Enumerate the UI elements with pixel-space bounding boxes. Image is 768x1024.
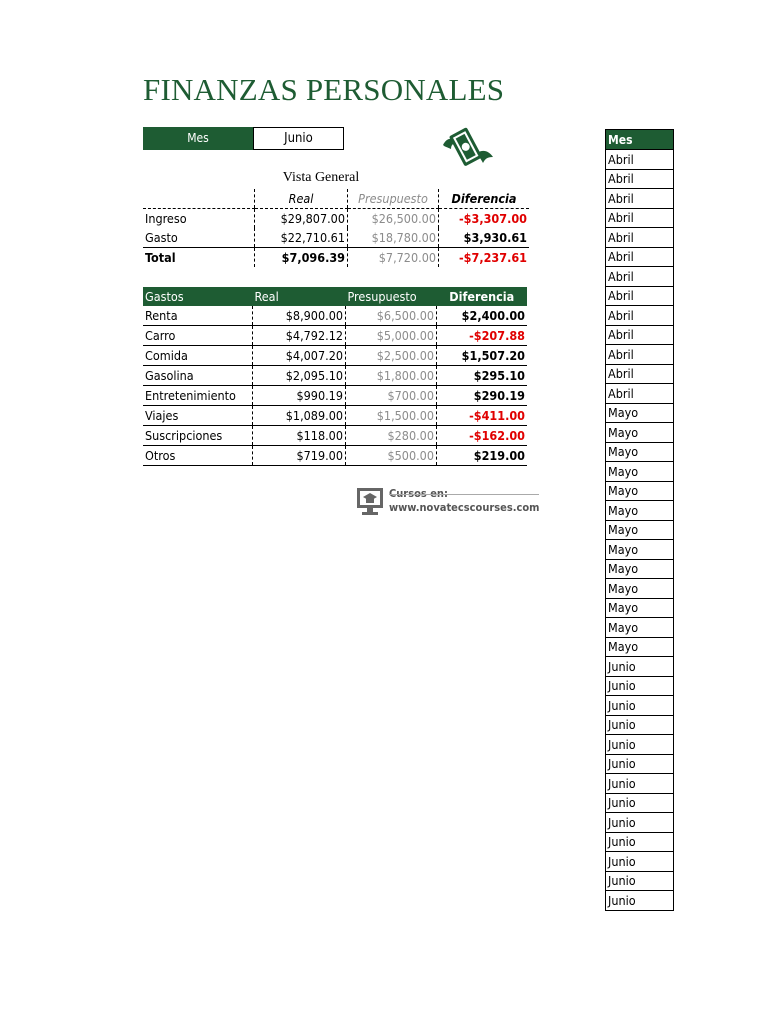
month-list-item: Mayo: [606, 559, 674, 579]
month-list-item: Junio: [606, 871, 674, 891]
month-list-item: Mayo: [606, 442, 674, 462]
month-list-item: Junio: [606, 735, 674, 755]
overview-header-budget: Presupuesto: [348, 189, 439, 209]
overview-diff: $3,930.61: [439, 228, 530, 248]
month-list-item: Mayo: [606, 520, 674, 540]
month-list-item: Abril: [606, 208, 674, 228]
overview-budget: $18,780.00: [348, 228, 439, 248]
month-list-item: Mayo: [606, 501, 674, 521]
month-list-item: Junio: [606, 715, 674, 735]
month-list-item: Abril: [606, 345, 674, 365]
month-list-item: Mayo: [606, 481, 674, 501]
logo-text: [389, 487, 540, 515]
month-list-item: Abril: [606, 306, 674, 326]
expense-row: [143, 386, 527, 406]
month-list-item: Abril: [606, 267, 674, 287]
month-list-item: Abril: [606, 384, 674, 404]
expense-diff: $1,507.20: [437, 346, 528, 366]
month-list-header: Mes: [606, 130, 674, 150]
month-list-item: Mayo: [606, 579, 674, 599]
expenses-header-diff: Diferencia: [437, 287, 528, 306]
expense-category: Gasolina: [143, 366, 253, 386]
expense-diff: $295.10: [437, 366, 528, 386]
expenses-header-budget: Presupuesto: [346, 287, 437, 306]
expense-row: [143, 326, 527, 346]
expense-row: [143, 446, 527, 466]
month-list-item: Abril: [606, 364, 674, 384]
overview-header-blank: [143, 189, 255, 209]
overview-real: $22,710.61: [255, 228, 348, 248]
month-list-item: Abril: [606, 286, 674, 306]
overview-header-real: Real: [255, 189, 348, 209]
expense-category: Suscripciones: [143, 426, 253, 446]
month-list-item: Abril: [606, 150, 674, 170]
expense-real: $1,089.00: [253, 406, 346, 426]
month-list-item: Mayo: [606, 462, 674, 482]
overview-total-real: $7,096.39: [255, 248, 348, 268]
expense-diff: -$207.88: [437, 326, 528, 346]
expense-real: $4,007.20: [253, 346, 346, 366]
overview-real: $29,807.00: [255, 209, 348, 229]
month-list-item: Abril: [606, 189, 674, 209]
month-list-item: Mayo: [606, 423, 674, 443]
month-list-item: Junio: [606, 676, 674, 696]
overview-row-income: [143, 209, 529, 229]
expense-budget: $1,800.00: [346, 366, 437, 386]
month-list-item: Mayo: [606, 598, 674, 618]
expense-category: Renta: [143, 306, 253, 326]
overview-total-diff: -$7,237.61: [439, 248, 530, 268]
expense-real: $118.00: [253, 426, 346, 446]
novatec-logo: [357, 486, 540, 516]
expense-diff: $219.00: [437, 446, 528, 466]
overview-row-expense: [143, 228, 529, 248]
expense-budget: $6,500.00: [346, 306, 437, 326]
expense-real: $990.19: [253, 386, 346, 406]
expense-diff: $2,400.00: [437, 306, 528, 326]
expenses-header-row: [143, 287, 527, 306]
expense-row: [143, 366, 527, 386]
overview-title: Vista General: [282, 170, 360, 185]
overview-header-diff: Diferencia: [439, 189, 530, 209]
expense-real: $719.00: [253, 446, 346, 466]
expense-category: Viajes: [143, 406, 253, 426]
month-list-item: Junio: [606, 754, 674, 774]
overview-row-total: [143, 248, 529, 268]
logo-divider: [389, 494, 539, 495]
expense-category: Comida: [143, 346, 253, 366]
expense-row: [143, 306, 527, 326]
expense-budget: $1,500.00: [346, 406, 437, 426]
expense-category: Entretenimiento: [143, 386, 253, 406]
month-list-item: Junio: [606, 793, 674, 813]
month-list-item: Mayo: [606, 618, 674, 638]
expense-diff: -$411.00: [437, 406, 528, 426]
month-list-item: Junio: [606, 813, 674, 833]
flying-money-icon: [439, 123, 495, 171]
month-selector-label: Mes: [143, 127, 253, 150]
month-list-item: Junio: [606, 696, 674, 716]
month-list-item: Junio: [606, 774, 674, 794]
expense-budget: $280.00: [346, 426, 437, 446]
month-list-item: Junio: [606, 891, 674, 911]
expense-budget: $5,000.00: [346, 326, 437, 346]
overview-table: [143, 189, 529, 267]
expense-row: [143, 346, 527, 366]
month-list-item: Abril: [606, 169, 674, 189]
month-list-item: Junio: [606, 832, 674, 852]
expenses-header-real: Real: [253, 287, 346, 306]
month-selector-value[interactable]: Junio: [253, 127, 344, 150]
expenses-table: [143, 287, 527, 466]
month-selector: [143, 127, 344, 150]
expense-diff: $290.19: [437, 386, 528, 406]
overview-total-label: Total: [143, 248, 255, 268]
expense-real: $4,792.12: [253, 326, 346, 346]
expense-row: [143, 406, 527, 426]
month-list-item: Abril: [606, 247, 674, 267]
expense-diff: -$162.00: [437, 426, 528, 446]
month-list-item: Abril: [606, 325, 674, 345]
overview-label: Gasto: [145, 230, 178, 245]
computer-graduation-icon: [357, 486, 383, 516]
overview-header-row: [143, 189, 529, 209]
overview-label: Ingreso: [145, 211, 187, 226]
expenses-header-category: Gastos: [143, 287, 253, 306]
overview-total-budget: $7,720.00: [348, 248, 439, 268]
overview-budget: $26,500.00: [348, 209, 439, 229]
expense-budget: $700.00: [346, 386, 437, 406]
expense-category: Carro: [143, 326, 253, 346]
expense-real: $2,095.10: [253, 366, 346, 386]
month-list-item: Mayo: [606, 637, 674, 657]
month-list-table: [605, 129, 674, 911]
expense-budget: $2,500.00: [346, 346, 437, 366]
expense-category: Otros: [143, 446, 253, 466]
month-list-item: Mayo: [606, 403, 674, 423]
month-list-item: Mayo: [606, 540, 674, 560]
logo-line2: www.novatecscourses.com: [389, 501, 540, 514]
expense-budget: $500.00: [346, 446, 437, 466]
logo-line1: Cursos en:: [389, 487, 448, 500]
month-list-item: Abril: [606, 228, 674, 248]
overview-diff: -$3,307.00: [439, 209, 530, 229]
page-title: FINANZAS PERSONALES: [143, 72, 505, 107]
expense-real: $8,900.00: [253, 306, 346, 326]
expense-row: [143, 426, 527, 446]
month-list-item: Junio: [606, 852, 674, 872]
month-list-item: Junio: [606, 657, 674, 677]
